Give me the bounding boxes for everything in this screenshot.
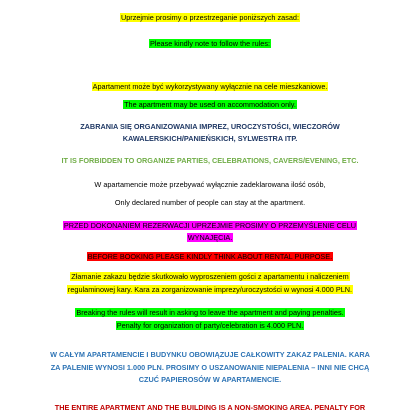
guest-limit-pl-line [0, 180, 420, 189]
penalty-en-2: Penalty for organization of party/celebration is 4.000 PLN. [116, 321, 304, 330]
residential-use-pl: Apartament może być wykorzystywany wyłącznie na cele mieszkaniowe. [92, 82, 328, 91]
smoking-ban-pl-line-3 [0, 375, 420, 384]
penalty-pl-line-2 [0, 285, 420, 294]
smoking-ban-en-1: THE ENTIRE APARTMENT AND THE BUILDING IS A NON-SMOKING AREA. PENALTY FOR [54, 403, 366, 412]
penalty-pl-line-1 [0, 272, 420, 281]
penalty-en-line-2 [0, 321, 420, 330]
smoking-ban-pl-line-2 [0, 363, 420, 372]
smoking-ban-pl-2: ZA PALENIE WYNOSI 1.000 PLN. PROSIMY O USZANOWANIE NIEPALENIA – INNI NIE CHCĄ [50, 363, 370, 372]
smoking-ban-pl-1: W CAŁYM APARTAMENCIE I BUDYNKU OBOWIĄZUJE CAŁKOWITY ZAKAZ PALENIA. KARA [50, 350, 370, 359]
guest-limit-en-line [0, 198, 420, 207]
booking-purpose-en-line [0, 252, 420, 261]
penalty-pl-2: regulaminowej kary. Kara za zorganizowanie imprezy/uroczystości w wynosi 4.000 PLN. [67, 285, 353, 294]
penalty-en-line-1 [0, 308, 420, 317]
party-ban-pl-line-1 [0, 122, 420, 131]
party-ban-pl-2: KAWALERSKICH/PANIEŃSKICH, SYLWESTRA ITP. [122, 134, 298, 143]
residential-use-pl-line [0, 82, 420, 91]
rules-intro-pl-line [0, 13, 420, 22]
smoking-ban-pl-line-1 [0, 350, 420, 359]
guest-limit-pl: W apartamencie może przebywać wyłącznie zadeklarowana ilość osób, [94, 180, 326, 189]
rules-intro-en: Please kindly note to follow the rules: [149, 39, 271, 48]
party-ban-en: IT IS FORBIDDEN TO ORGANIZE PARTIES, CELEBRATIONS, CAVERS/EVENING, ETC. [61, 156, 359, 165]
rules-intro-en-line [0, 39, 420, 48]
booking-purpose-en: BEFORE BOOKING PLEASE KINDLY THINK ABOUT RENTAL PURPOSE. [87, 252, 333, 261]
rules-intro-pl: Uprzejmie prosimy o przestrzeganie poniższych zasad: [120, 13, 300, 22]
residential-use-en: The apartment may be used on accommodation only. [124, 100, 296, 109]
penalty-pl-1: Złamanie zakazu będzie skutkowało wyproszeniem gości z apartamentu i naliczeniem [71, 272, 349, 281]
guest-limit-en: Only declared number of people can stay at the apartment. [114, 198, 306, 207]
party-ban-pl-line-2 [0, 134, 420, 143]
residential-use-en-line [0, 100, 420, 109]
party-ban-en-line [0, 156, 420, 165]
smoking-ban-pl-3: CZUĆ PAPIEROSÓW W APARTAMENCIE. [138, 375, 282, 384]
booking-purpose-pl-line-1 [0, 221, 420, 230]
booking-purpose-pl-line-2 [0, 233, 420, 242]
booking-purpose-pl-2: WYNAJĘCIA. [187, 233, 233, 242]
penalty-en-1: Breaking the rules will result in asking to leave the apartment and paying penalties. [76, 308, 344, 317]
party-ban-pl-1: ZABRANIA SIĘ ORGANIZOWANIA IMPREZ, UROCZYSTOŚCI, WIECZORÓW [80, 122, 340, 131]
booking-purpose-pl-1: PRZED DOKONANIEM REZERWACJI UPRZEJMIE PROSIMY O PRZEMYŚLENIE CELU [63, 221, 357, 230]
smoking-ban-en-line-1 [0, 403, 420, 412]
